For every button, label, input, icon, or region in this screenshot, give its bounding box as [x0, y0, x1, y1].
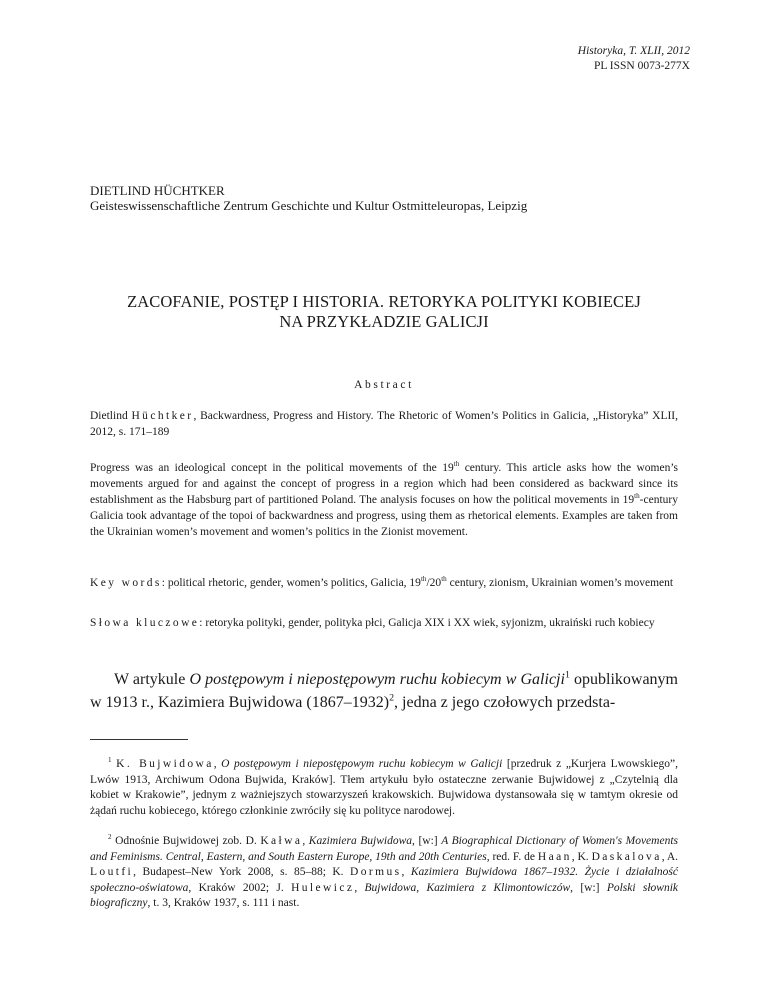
footnote-2 — [90, 834, 678, 912]
footnote-text: , Budapest–New York 2008, s. 85–88; K. — [133, 866, 351, 878]
footnote-text: Odnośnie Bujwidowej zob. D. — [111, 835, 261, 847]
footnote-text: , red. F. de — [486, 850, 538, 863]
issn-line: PL ISSN 0073-277X — [593, 60, 690, 72]
keywords-text: : political rhetoric, gender, women’s politics, Galicia, 19 — [161, 577, 421, 589]
footnote-text: [przedruk z „Kurjera Lwowskiego”, Lwów 1913, Archiwum Odona Bujwida, Kraków]. Tłem artykułu było ostateczne zerwanie Bujwidowej z „Czytelnią dla kobiet w Krakowie”, jednym z ważniejszych stowarzyszeń krakowskich. Bujwidowa dystansowała się w tamtym okresie od żądań ruchu kobiecego, którego członkinie zwróciły się ku polityce narodowej. — [90, 758, 678, 817]
article-reference: O postępowym i niepostępowym ruchu kobiecym w Galicji — [189, 671, 565, 688]
footnote-ref-1: 1 — [564, 669, 570, 681]
footnote-text: , [w:] — [570, 881, 607, 894]
footnote-1 — [90, 757, 678, 819]
footnote-text: , — [302, 835, 309, 847]
title-line-1: ZACOFANIE, POSTĘP I HISTORIA. RETORYKA POLITYKI KOBIECEJ — [127, 292, 641, 311]
footnote-text: , Kraków 2002; J. — [188, 881, 292, 894]
body-paragraph — [90, 668, 678, 714]
superscript: th — [634, 492, 640, 501]
keywords — [90, 575, 678, 591]
footnote-number: 1 — [108, 756, 112, 765]
citation-rest: , Backwardness, Progress and History. The Rhetoric of Women’s Politics in Galicia, „Historyka” XLII, 2012, s. 171–189 — [90, 410, 679, 438]
footnote-title: Kazimiera Bujwidowa — [308, 835, 413, 847]
abstract-part: century. This article asks how the women’s movements argued for and against the concept of progress in a region which had been considered as backward since its establishment as the Habsburg part of partitioned Poland. The analysis focuses on how the political movements in 19 — [90, 462, 679, 506]
journal-line: Historyka, T. XLII, 2012 — [577, 45, 690, 57]
body-text-part: , jedna z jego czołowych przedsta- — [394, 694, 616, 711]
title-line-2: NA PRZYKŁADZIE GALICJI — [279, 312, 489, 331]
keywords-text: century, zionism, Ukrainian women’s movement — [446, 577, 674, 589]
footnote-ref-2: 2 — [389, 692, 395, 704]
body-text-part: opublikowanym w 1913 r., Kazimiera Bujwidowa (1867–1932) — [90, 671, 679, 711]
polish-keywords — [90, 615, 678, 631]
footnote-title: Kazimiera Bujwidowa 1867–1932. Życie i działalność społeczno-oświatowa — [90, 866, 679, 894]
author-name: DIETLIND HÜCHTKER — [90, 183, 225, 198]
footnote-title: A Biographical Dictionary of Women's Movements and Feminisms. Central, Eastern, and South Eastern Europe, 19th and 20th Centuries — [90, 835, 678, 863]
keywords-label: Key words — [90, 577, 162, 589]
footnote-text: , [w:] — [412, 835, 442, 847]
footnote-text: , — [354, 881, 365, 894]
superscript: th — [441, 575, 447, 584]
footnote-author: K. Bujwidowa — [116, 758, 214, 770]
body-text-part: W artykule — [114, 671, 190, 688]
footnote-text: , — [401, 866, 411, 878]
slowa-label: Słowa kluczowe — [90, 617, 200, 629]
author-block — [90, 183, 527, 213]
author-affiliation: Geisteswissenschaftliche Zentrum Geschichte und Kultur Ostmitteleuropas, Leipzig — [90, 198, 528, 213]
superscript: th — [420, 575, 427, 584]
abstract-part: -century Galicia took advantage of the topoi of backwardness and progress, using them as rhetorical elements. Examples are taken from the Ukrainian women’s movement and women’s politics in the Zionist movement. — [90, 494, 678, 538]
footnote-number: 2 — [108, 833, 112, 842]
abstract-heading: Abstract — [354, 379, 414, 391]
citation-surname: Hüchtker — [131, 410, 194, 422]
footnote-text: , — [213, 758, 222, 770]
footnote-text: , K. — [571, 850, 592, 863]
abstract-part: Progress was an ideological concept in the political movements of the 19 — [90, 462, 454, 474]
footnote-separator — [90, 739, 188, 740]
footnote-author: Haan — [537, 850, 572, 863]
footnote-title: Polski słownik biograficzny — [90, 881, 679, 909]
journal-header — [578, 44, 690, 74]
slowa-text: : retoryka polityki, gender, polityka płci, Galicja XIX i XX wiek, syjonizm, ukraiński ruch kobiecy — [199, 617, 655, 629]
footnote-author: Daskalova — [591, 850, 662, 863]
keywords-text: /20 — [426, 577, 442, 589]
citation-first-name: Dietlind — [90, 410, 128, 422]
footnote-title: O postępowym i niepostępowym ruchu kobiecym w Galicji — [221, 758, 503, 770]
footnote-title: Bujwidowa, Kazimiera z Klimontowiczów — [364, 881, 571, 894]
footnote-text: , A. — [661, 850, 679, 863]
article-title — [90, 292, 678, 332]
abstract-text — [90, 460, 678, 540]
citation — [90, 408, 678, 440]
superscript: th — [453, 460, 460, 469]
footnote-author: Hulewicz — [291, 881, 355, 894]
footnote-text: , t. 3, Kraków 1937, s. 111 i nast. — [147, 897, 300, 909]
footnote-author: Loutfi — [90, 866, 134, 878]
footnote-author: Dormus — [350, 866, 402, 878]
footnote-author: Kałwa — [260, 835, 303, 847]
